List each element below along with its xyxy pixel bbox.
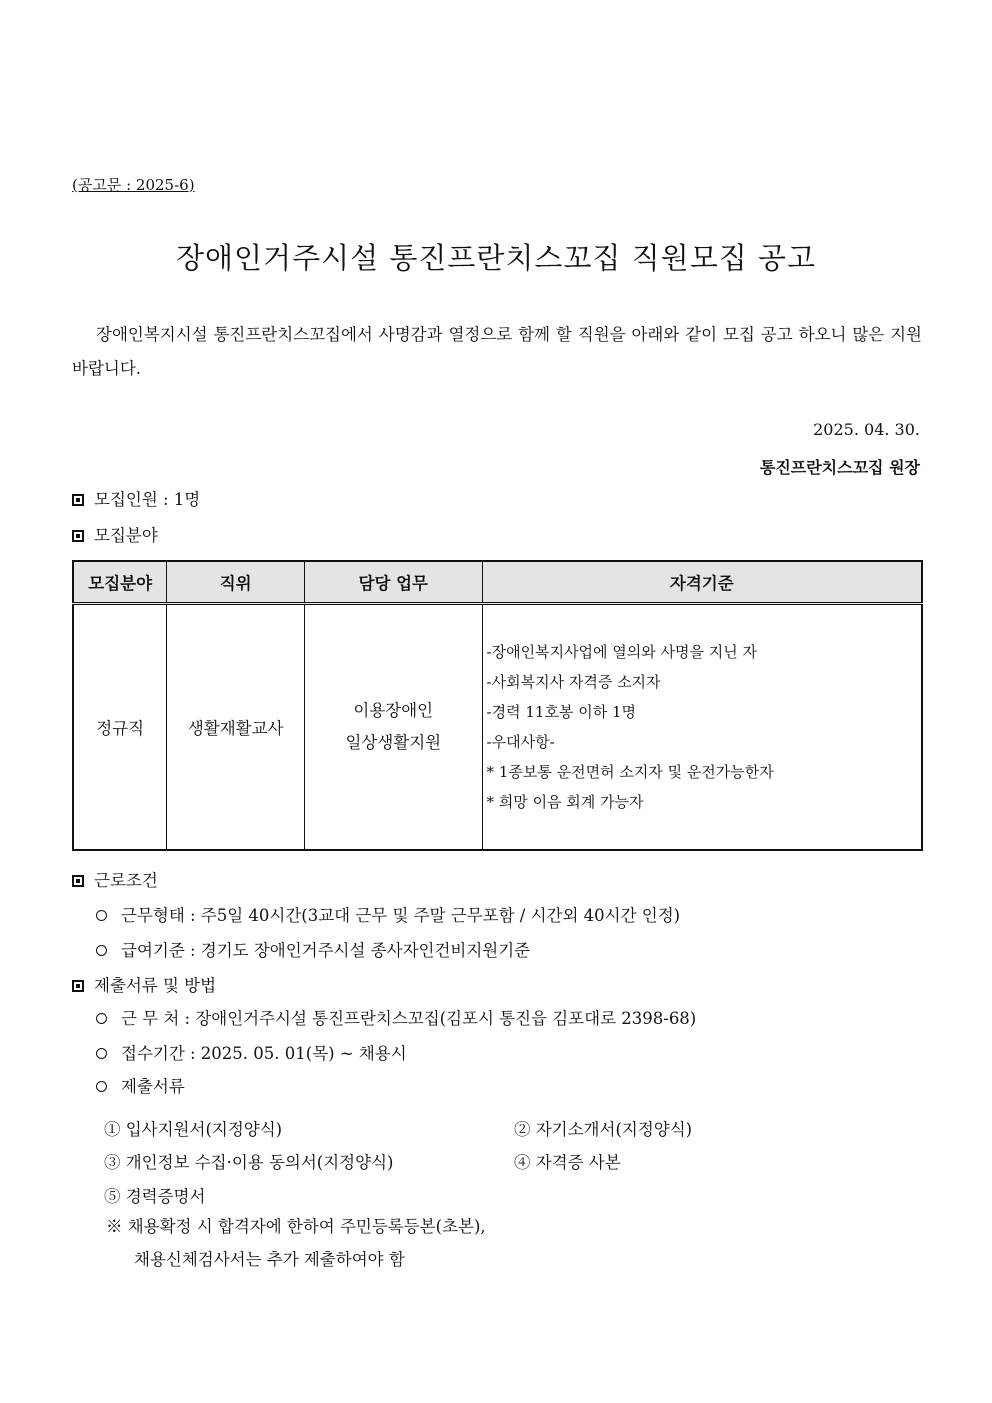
cell-duty: [304, 604, 482, 851]
submission-section: [72, 972, 216, 996]
qualification-item: -우대사항-: [486, 733, 555, 751]
recruit-count: 모집인원 : 1명: [94, 490, 201, 509]
circle-bullet-icon: [96, 1013, 107, 1024]
cell-qualifications: [482, 604, 922, 851]
duty-line: 이용장애인: [353, 701, 434, 720]
submission-text: 근 무 처 : 장애인거주시설 통진프란치스꼬집(김포시 통진읍 김포대로 2398-68): [121, 1009, 697, 1028]
recruit-count-section: [72, 486, 200, 510]
submission-item: [96, 1073, 185, 1097]
document-item: ③ 개인정보 수집·이용 동의서(지정양식): [104, 1153, 394, 1172]
qualification-item: -사회복지사 자격증 소지자: [486, 673, 661, 691]
submission-text: 제출서류: [121, 1077, 185, 1096]
table-row: [73, 604, 922, 851]
duty-line: 일상생활지원: [345, 733, 442, 752]
submission-item: [96, 1005, 696, 1029]
work-condition-text: 급여기준 : 경기도 장애인거주시설 종사자인건비지원기준: [121, 941, 531, 960]
recruit-table: [72, 560, 923, 851]
submission-note: ※ 채용확정 시 합격자에 한하여 주민등록등본(초본),: [106, 1217, 486, 1236]
work-conditions-heading: 근로조건: [94, 871, 158, 890]
qualification-item: * 희망 이음 회계 가능자: [486, 793, 644, 811]
document-item: ⑤ 경력증명서: [104, 1187, 206, 1206]
qualification-item: * 1종보통 운전면허 소지자 및 운전가능한자: [486, 763, 774, 781]
qualification-item: -경력 11호봉 이하 1명: [486, 703, 636, 721]
intro-paragraph: 장애인복지시설 통진프란치스꼬집에서 사명감과 열정으로 함께 할 직원을 아래와 같이 모집 공고 하오니 많은 지원 바랍니다.: [72, 325, 922, 378]
submission-heading: 제출서류 및 방법: [94, 976, 217, 995]
table-header-qualification: 자격기준: [482, 561, 922, 604]
square-bullet-icon: [72, 980, 84, 992]
circle-bullet-icon: [96, 1048, 107, 1059]
document-item: ④ 자격증 사본: [514, 1153, 621, 1172]
document-item: ① 입사지원서(지정양식): [104, 1120, 283, 1139]
notice-number: (공고문 : 2025-6): [72, 176, 195, 194]
signature: 통진프란치스꼬집 원장: [759, 458, 920, 477]
square-bullet-icon: [72, 494, 84, 506]
notice-date: 2025. 04. 30.: [813, 420, 920, 439]
table-header-duty: 담당 업무: [304, 561, 482, 604]
page-title: 장애인거주시설 통진프란치스꼬집 직원모집 공고: [176, 241, 816, 275]
circle-bullet-icon: [96, 910, 107, 921]
circle-bullet-icon: [96, 1081, 107, 1092]
recruit-field-section: [72, 522, 158, 546]
submission-text: 접수기간 : 2025. 05. 01(목) ~ 채용시: [121, 1044, 407, 1063]
square-bullet-icon: [72, 875, 84, 887]
submission-item: [96, 1040, 407, 1064]
cell-field: 정규직: [73, 604, 167, 851]
square-bullet-icon: [72, 530, 84, 542]
submission-note: 채용신체검사서는 추가 제출하여야 함: [134, 1250, 405, 1269]
work-condition-item: [96, 937, 530, 961]
table-header-position: 직위: [167, 561, 305, 604]
work-conditions-section: [72, 867, 158, 891]
work-condition-text: 근무형태 : 주5일 40시간(3교대 근무 및 주말 근무포함 / 시간외 40시간 인정): [121, 906, 681, 925]
cell-position: 생활재활교사: [167, 604, 305, 851]
table-header-row: [73, 561, 922, 604]
document-item: ② 자기소개서(지정양식): [514, 1120, 693, 1139]
work-condition-item: [96, 902, 680, 926]
table-header-field: 모집분야: [73, 561, 167, 604]
qualification-item: -장애인복지사업에 열의와 사명을 지닌 자: [486, 643, 758, 661]
recruit-field-heading: 모집분야: [94, 526, 158, 545]
circle-bullet-icon: [96, 945, 107, 956]
